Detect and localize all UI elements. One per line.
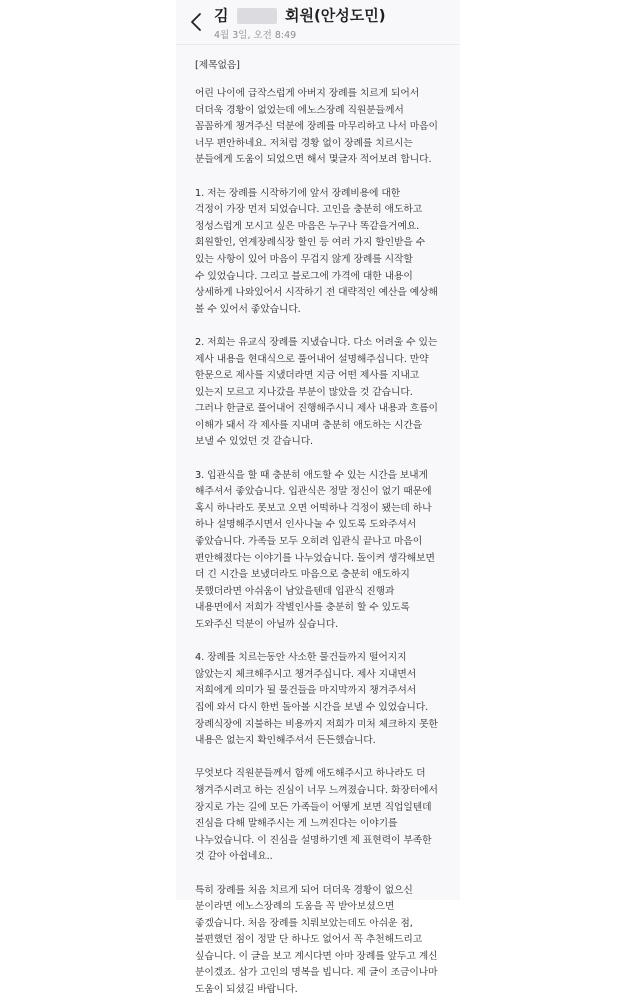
message-body [176, 45, 460, 999]
message-paragraph [195, 766, 452, 866]
message-line: 그러나 한글로 풀어내어 진행해주시니 제사 내용과 흐름이 [195, 403, 438, 415]
message-line: 분이라면 에노스장례의 도움을 꼭 받아보셨으면 [195, 901, 395, 913]
message-line: 불편했던 점이 정말 단 하나도 없어서 꼭 추천해드리고 [195, 934, 423, 946]
message-screen [176, 0, 460, 996]
message-line: 걱정이 가장 먼저 되었습니다. 고인을 충분히 애도하고 [195, 204, 423, 216]
message-paragraph [195, 335, 452, 451]
message-line: 수 있었습니다. 그리고 블로그에 가격에 대한 내용이 [195, 270, 413, 282]
message-paragraph [195, 86, 452, 169]
message-line: 너무 편안하네요. 저처럼 경황 없이 장례를 치르시는 [195, 137, 413, 149]
message-line: 챙겨주시려고 하는 진심이 너무 느껴졌습니다. 화장터에서 [195, 784, 438, 796]
message-line: 한문으로 제사를 지냈더라면 지금 어떤 제사를 지내고 [195, 370, 420, 382]
message-line: 좋았습니다. 가족들 모두 오히려 입관식 끝나고 마음이 [195, 536, 423, 548]
message-line: 진심을 다해 말해주시는 게 느껴진다는 이야기를 [195, 818, 398, 830]
message-line: 싶습니다. 이 글을 보고 계시다면 아마 장례를 앞두고 계신 [195, 950, 438, 962]
message-line: 꼼꼼하게 챙겨주신 덕분에 장례를 마무리하고 나서 마음이 [195, 121, 438, 133]
message-line: 상세하게 나와있어서 시작하기 전 대략적인 예산을 예상해 [195, 287, 438, 299]
chevron-left-icon [190, 12, 202, 32]
message-line: 더 긴 시간을 보냈더라도 마음으로 충분히 애도하지 [195, 569, 410, 581]
message-line: 분이겠죠. 삼가 고인의 명복을 빕니다. 제 글이 조금이나마 [195, 967, 438, 979]
sender-name [214, 5, 386, 26]
message-paragraphs [195, 86, 452, 999]
message-line: 4. 장례를 치르는동안 사소한 물건들까지 떨어지지 [195, 652, 407, 664]
message-line: 해주셔서 좋았습니다. 입관식은 정말 정신이 없기 때문에 [195, 486, 432, 498]
message-line: 것 같아 아쉽네요.. [195, 851, 273, 863]
message-line: 도와주신 덕분이 아닐까 싶습니다. [195, 619, 339, 630]
message-line: 않았는지 체크해주시고 챙겨주십니다. 제사 지내면서 [195, 668, 417, 680]
message-header [176, 0, 460, 45]
message-line: 있는 사항이 있어 마음이 무겁지 않게 장례를 시작할 [195, 253, 413, 265]
message-line: 1. 저는 장례를 시작하기에 앞서 장례비용에 대한 [195, 187, 401, 199]
sender-name-suffix: 회원(안성도민) [284, 6, 386, 25]
message-line: 이해가 돼서 각 제사를 지내며 충분히 애도하는 시간을 [195, 419, 423, 431]
message-line: 3. 입관식을 할 때 충분히 애도할 수 있는 시간을 보내게 [195, 469, 428, 481]
message-subject: [제목없음] [195, 60, 240, 71]
message-line: 무엇보다 직원분들께서 함께 애도해주시고 하나라도 더 [195, 768, 426, 780]
message-line: 회원할인, 연계장례식장 할인 등 여러 가지 할인받을 수 [195, 237, 426, 249]
message-line: 도움이 되셨길 바랍니다. [195, 984, 298, 996]
message-line: 나누었습니다. 이 진심을 설명하기엔 제 표현력이 부족한 [195, 834, 432, 846]
message-line: 저희에게 의미가 될 물건들을 마지막까지 챙겨주셔서 [195, 685, 417, 697]
message-line: 분들에게 도움이 되었으면 해서 몇글자 적어보려 합니다. [195, 154, 432, 166]
message-line: 장지로 가는 길에 모든 가족들이 어떻게 보면 직업일텐데 [195, 801, 432, 813]
message-line: 장례식장에 지불하는 비용까지 저희가 미처 체크하지 못한 [195, 718, 438, 730]
message-line: 못했더라면 아쉬움이 남았을텐데 입관식 진행과 [195, 585, 395, 597]
message-line: 내용면에서 저희가 작별인사를 충분히 할 수 있도록 [195, 602, 410, 614]
message-line: 편안해졌다는 이야기를 나누었습니다. 돌이켜 생각해보면 [195, 552, 435, 564]
redaction-block [237, 8, 277, 24]
message-line: 좋겠습니다. 처음 장례를 치뤄보았는데도 아쉬운 점, [195, 917, 413, 929]
message-line: 어린 나이에 급작스럽게 아버지 장례를 치르게 되어서 [195, 88, 420, 99]
message-line: 더더욱 경황이 없었는데 에노스장례 직원분들께서 [195, 104, 404, 116]
message-paragraph [195, 883, 452, 999]
sender-name-prefix: 김 [214, 6, 229, 25]
message-paragraph [195, 650, 452, 750]
message-line: 특히 장례를 처음 치르게 되어 더더욱 경황이 없으신 [195, 884, 413, 896]
message-paragraph [195, 468, 452, 634]
message-line: 제사 내용을 현대식으로 풀어내어 설명해주십니다. 만약 [195, 353, 429, 365]
message-line: 정성스럽게 모시고 싶은 마음은 누구나 똑같을거예요. [195, 220, 420, 232]
message-line: 혹시 하나라도 못보고 오면 어떡하나 걱정이 됐는데 하나 [195, 502, 432, 514]
message-timestamp: 4월 3일, 오전 8:49 [214, 30, 297, 41]
message-line: 집에 와서 다시 한번 돌아볼 시간을 보낼 수 있었습니다. [195, 701, 429, 713]
message-line: 2. 저희는 유교식 장례를 지냈습니다. 다소 어려울 수 있는 [195, 336, 438, 348]
message-line: 보낼 수 있었던 것 같습니다. [195, 436, 314, 448]
message-line: 볼 수 있어서 좋았습니다. [195, 303, 301, 315]
message-line: 있는지 모르고 지나갔을 부분이 많았을 것 같습니다. [195, 386, 413, 398]
message-paragraph [195, 186, 452, 319]
message-line: 내용은 없는지 확인해주셔서 든든했습니다. [195, 735, 376, 747]
back-button[interactable] [190, 12, 208, 34]
message-line: 하나 설명해주시면서 인사나눌 수 있도록 도와주셔서 [195, 519, 417, 531]
